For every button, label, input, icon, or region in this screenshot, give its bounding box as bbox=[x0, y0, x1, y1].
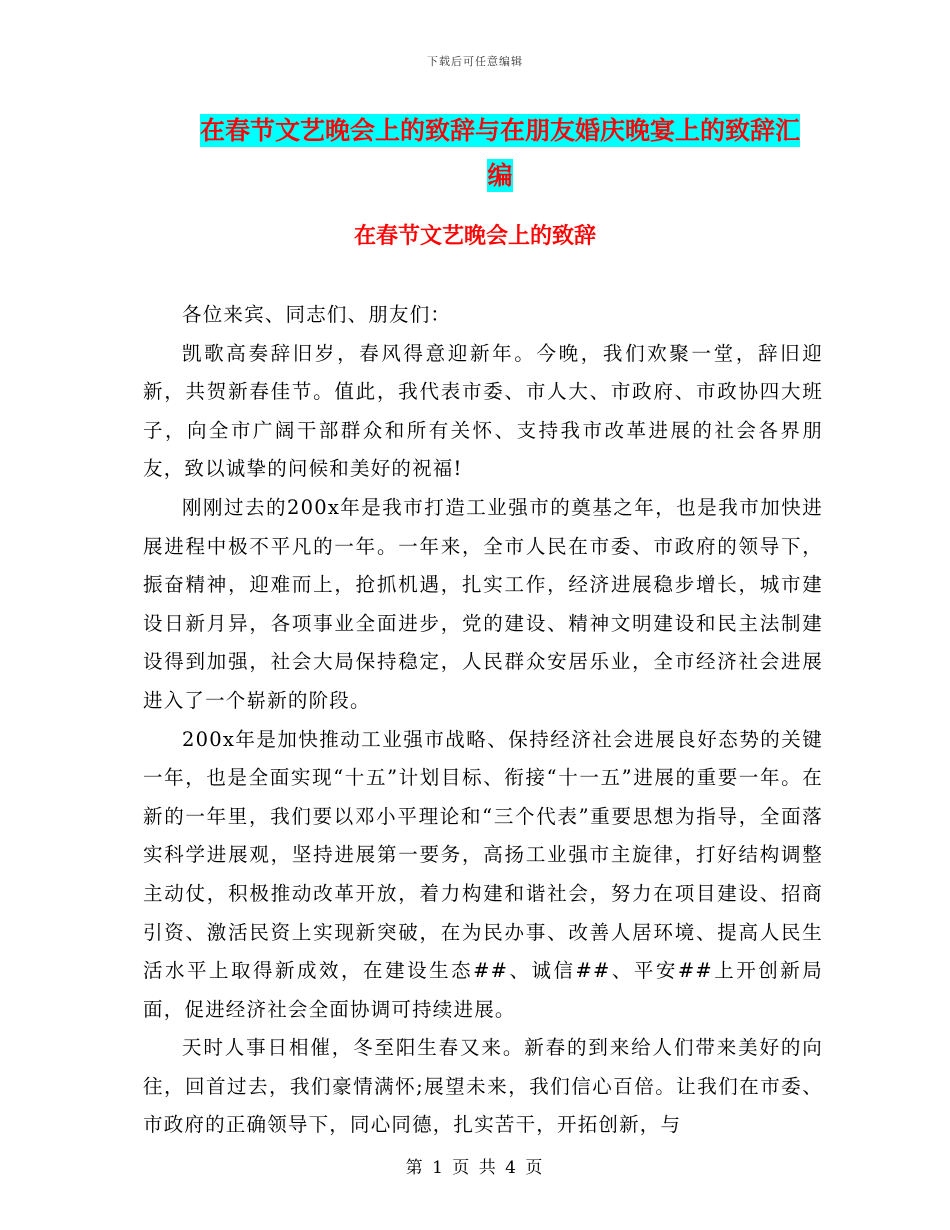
header-note: 下载后可任意编辑 bbox=[427, 55, 523, 68]
document-title bbox=[190, 108, 810, 198]
body-paragraph: 凯歌高奏辞旧岁，春风得意迎新年。今晚，我们欢聚一堂，辞旧迎新，共贺新春佳节。值此，我代表市委、市人大、市政府、市政协四大班子，向全市广阔干部群众和所有关怀、支持我市改革进展的社会各界朋友，致以诚挚的问候和美好的祝福! bbox=[143, 341, 823, 481]
section-title: 在春节文艺晚会上的致辞 bbox=[353, 223, 596, 249]
document-title-text: 在春节文艺晚会上的致辞与在朋友婚庆晚宴上的致辞汇编 bbox=[199, 116, 800, 190]
salutation-paragraph: 各位来宾、同志们、朋友们： bbox=[182, 303, 452, 326]
page-number: 第 1 页 共 4 页 bbox=[405, 1158, 545, 1178]
body-paragraph: 刚刚过去的200x年是我市打造工业强市的奠基之年，也是我市加快进展进程中极不平凡的一年。一年来，全市人民在市委、市政府的领导下，振奋精神，迎难而上，抢抓机遇，扎实工作，经济进展稳步增长，城市建设日新月异，各项事业全面进步，党的建设、精神文明建设和民主法制建设得到加强，社会大局保持稳定，人民群众安居乐业，全市经济社会进展进入了一个崭新的阶段。 bbox=[143, 495, 823, 712]
body-paragraph: 200x年是加快推动工业强市战略、保持经济社会进展良好态势的关键一年，也是全面实现“十五”计划目标、衔接“十一五”进展的重要一年。在新的一年里，我们要以邓小平理论和“三个代表”重要思想为指导，全面落实科学进展观，坚持进展第一要务，高扬工业强市主旋律，打好结构调整主动仗，积极推动改革开放，着力构建和谐社会，努力在项目建设、招商引资、激活民资上实现新突破，在为民办事、改善人居环境、提高人民生活水平上取得新成效，在建设生态##、诚信##、平安##上开创新局面，促进经济社会全面协调可持续进展。 bbox=[143, 727, 823, 1021]
body-paragraph: 天时人事日相催，冬至阳生春又来。新春的到来给人们带来美好的向往，回首过去，我们豪情满怀;展望未来，我们信心百倍。让我们在市委、市政府的正确领导下，同心同德，扎实苦干，开拓创新，与 bbox=[143, 1036, 823, 1137]
document-body bbox=[143, 296, 823, 1145]
